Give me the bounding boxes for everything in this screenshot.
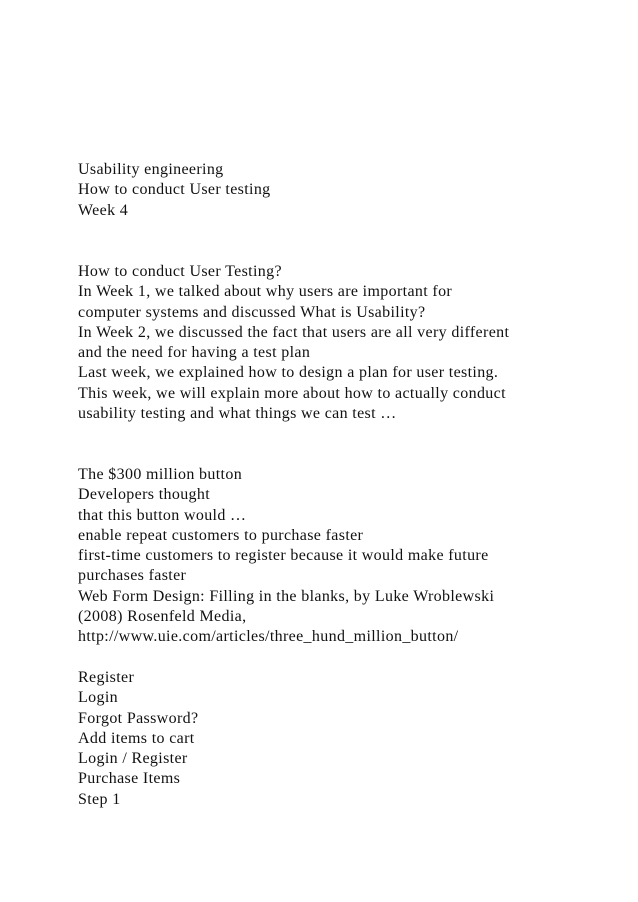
citation-line: Web Form Design: Filling in the blanks, by Luke Wroblewski [78, 587, 495, 605]
button-story-line: Developers thought [78, 486, 211, 504]
button-story-line: enable repeat customers to purchase faster [78, 526, 364, 544]
flow-step: Login [78, 689, 118, 707]
button-story-line: that this button would … [78, 506, 247, 524]
button-story-line: first-time customers to register because it would make future [78, 547, 489, 565]
intro-line: Last week, we explained how to design a plan for user testing. [78, 364, 499, 382]
flow-step: Forgot Password? [78, 709, 199, 727]
intro-line: How to conduct User Testing? [78, 263, 282, 280]
intro-line: In Week 2, we discussed the fact that users are all very different [78, 323, 510, 341]
citation-line: (2008) Rosenfeld Media, [78, 608, 247, 626]
intro-block [78, 262, 558, 424]
intro-line: and the need for having a test plan [78, 344, 311, 362]
flow-step: Login / Register [78, 750, 188, 768]
flow-step: Step 1 [78, 790, 121, 808]
button-story-line: The $300 million button [78, 466, 243, 483]
flow-step: Register [78, 669, 135, 686]
flow-step: Purchase Items [78, 770, 181, 788]
flow-step: Add items to cart [78, 729, 195, 747]
lecture-title: How to conduct User testing [78, 181, 271, 199]
title-block [78, 160, 558, 221]
course-title: Usability engineering [78, 161, 224, 178]
flow-steps-block [78, 668, 558, 810]
button-story-line: purchases faster [78, 567, 187, 585]
week-label: Week 4 [78, 201, 129, 219]
citation-url: http://www.uie.com/articles/three_hund_million_button/ [78, 628, 459, 646]
intro-line: usability testing and what things we can test … [78, 405, 397, 423]
button-story-block [78, 465, 558, 648]
intro-line: In Week 1, we talked about why users are important for [78, 283, 453, 301]
intro-line: computer systems and discussed What is Usability? [78, 303, 426, 321]
intro-line: This week, we will explain more about how to actually conduct [78, 384, 506, 402]
